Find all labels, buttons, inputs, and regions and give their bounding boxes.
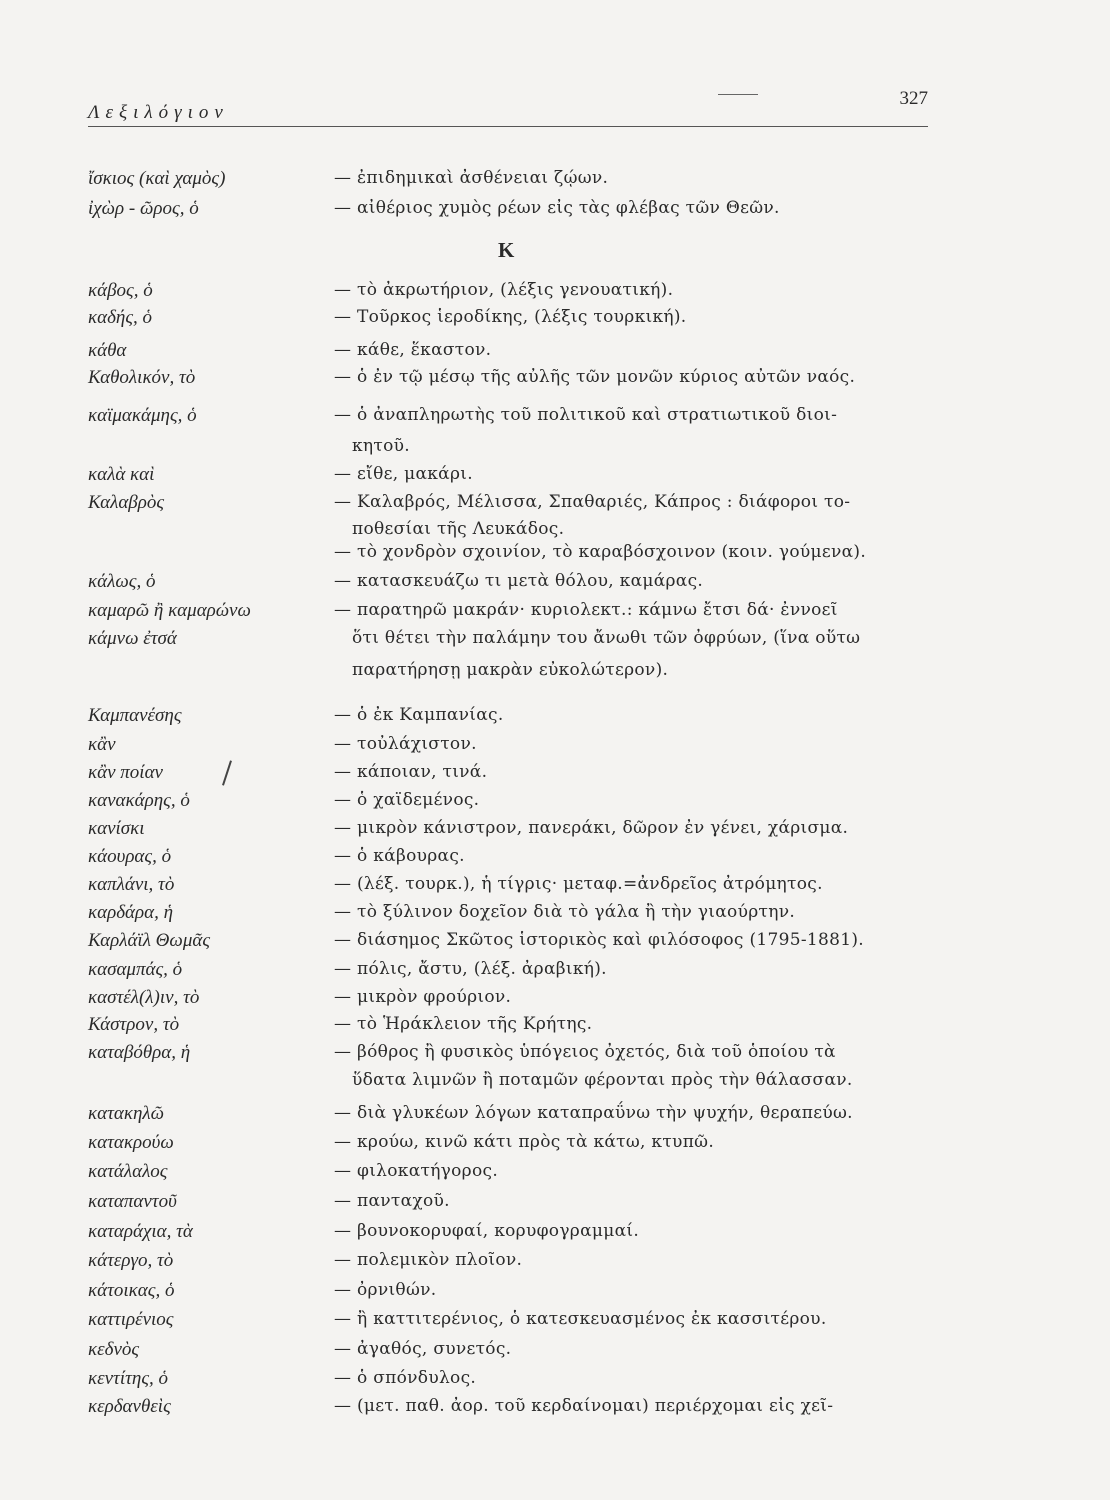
entry-definition: — πόλις, ἄστυ, (λέξ. ἀραβική). (334, 959, 607, 979)
entry-definition: — διὰ γλυκέων λόγων καταπραΰνω τὴν ψυχήν, θεραπεύω. (334, 1103, 853, 1123)
entry-definition: — εἴθε, μακάρι. (334, 464, 473, 484)
entry-definition: ποθεσίαι τῆς Λευκάδος. (352, 519, 565, 539)
glossary-entry (0, 987, 1110, 1017)
glossary-entry (0, 874, 1110, 904)
entry-term: κάλως, ὁ (88, 571, 156, 592)
entry-definition: — βόθρος ἢ φυσικὸς ὑπόγειος ὀχετός, διὰ τοῦ ὁποίου τὰ (334, 1042, 836, 1062)
entry-term: κατάλαλος (88, 1161, 168, 1182)
entry-definition: — Καλαβρός, Μέλισσα, Σπαθαριές, Κάπρος : διάφοροι το- (334, 492, 851, 512)
entry-definition: — μικρὸν φρούριον. (334, 987, 512, 1007)
glossary-entry (0, 492, 1110, 522)
entry-term: Καρλάϊλ Θωμᾶς (88, 930, 211, 951)
glossary-entry (0, 902, 1110, 932)
entry-definition: — αἰθέριος χυμὸς ρέων εἰς τὰς φλέβας τῶν Θεῶν. (334, 198, 780, 218)
entry-term: καταπαντοῦ (88, 1191, 177, 1212)
glossary-entry (0, 959, 1110, 989)
entry-definition: — βουνοκορυφαί, κορυφογραμμαί. (334, 1221, 640, 1241)
entry-term: καδής, ὁ (88, 307, 153, 328)
entry-term: κάτοικας, ὁ (88, 1280, 175, 1301)
entry-definition: — τὸ ἀκρωτήριον, (λέξις γενουατική). (334, 280, 674, 300)
entry-term: καπλάνι, τὸ (88, 874, 175, 895)
glossary-entry (0, 436, 1110, 466)
entry-definition: — κάποιαν, τινά. (334, 762, 488, 782)
section-letter: Κ (498, 238, 515, 262)
entry-definition: ὅτι θέτει τὴν παλάμην του ἄνωθι τῶν ὀφρύων, (ἵνα οὕτω (352, 628, 861, 648)
glossary-entry (0, 168, 1110, 198)
glossary-entry (0, 464, 1110, 494)
entry-term: καλὰ καὶ (88, 464, 155, 485)
entry-definition: — τὸ Ἡράκλειον τῆς Κρήτης. (334, 1014, 593, 1034)
entry-definition: — φιλοκατήγορος. (334, 1161, 499, 1181)
glossary-entry (0, 930, 1110, 960)
entry-term: κἂν (88, 734, 116, 755)
glossary-entry (0, 367, 1110, 397)
glossary-entry (0, 1221, 1110, 1251)
glossary-entry (0, 542, 1110, 572)
entry-definition: — μικρὸν κάνιστρον, πανεράκι, δῶρον ἐν γένει, χάρισμα. (334, 818, 849, 838)
glossary-entry (0, 600, 1110, 630)
entry-term: κεντίτης, ὁ (88, 1368, 169, 1389)
entry-definition: — παρατηρῶ μακράν· κυριολεκτ.: κάμνω ἔτσι δά· ἐννοεῖ (334, 600, 838, 620)
entry-definition: — ὁ σπόνδυλος. (334, 1368, 477, 1388)
entry-term: καϊμακάμης, ὁ (88, 405, 197, 426)
glossary-entry (0, 1191, 1110, 1221)
glossary-entry (0, 1368, 1110, 1398)
glossary-entry (0, 1132, 1110, 1162)
entry-definition: παρατήρησῃ μακρὰν εὐκολώτερον). (352, 660, 669, 680)
entry-definition: ὕδατα λιμνῶν ἢ ποταμῶν φέρονται πρὸς τὴν θάλασσαν. (352, 1070, 853, 1090)
entry-term: κασαμπάς, ὁ (88, 959, 183, 980)
entry-term: κανίσκι (88, 818, 145, 839)
entry-definition: — ὁ χαϊδεμένος. (334, 790, 480, 810)
entry-term: Καλαβρὸς (88, 492, 165, 513)
entry-definition: — κάθε, ἕκαστον. (334, 340, 492, 360)
entry-definition: — ὁ ἐκ Καμπανίας. (334, 705, 504, 725)
glossary-entry (0, 818, 1110, 848)
entry-term: κάθα (88, 340, 127, 361)
entry-definition: — ἐπιδημικαὶ ἀσθένειαι ζῴων. (334, 168, 609, 188)
entry-definition: — ὁ ἐν τῷ μέσῳ τῆς αὐλῆς τῶν μονῶν κύριος αὐτῶν ναός. (334, 367, 856, 387)
entry-definition: — ὀρνιθών. (334, 1280, 437, 1300)
glossary-entry (0, 628, 1110, 658)
entry-term: κατακρούω (88, 1132, 174, 1153)
glossary-entry (0, 1396, 1110, 1426)
entry-term: καστέλ(λ)ιν, τὸ (88, 987, 200, 1008)
entry-term: καμαρῶ ἢ καμαρώνω (88, 600, 251, 621)
glossary-entry (0, 1014, 1110, 1044)
entry-definition: — ἢ καττιτερένιος, ὁ κατεσκευασμένος ἐκ κασσιτέρου. (334, 1309, 827, 1329)
entry-term: καταράχια, τὰ (88, 1221, 193, 1242)
page-number: 327 (899, 88, 928, 109)
glossary-entry (0, 846, 1110, 876)
glossary-entry (0, 1280, 1110, 1310)
entry-term: κατακηλῶ (88, 1103, 165, 1124)
entry-term: Καθολικόν, τὸ (88, 367, 196, 388)
entry-definition: — τοὐλάχιστον. (334, 734, 477, 754)
glossary-entry (0, 198, 1110, 228)
entry-definition: — τὸ χονδρὸν σχοινίον, τὸ καραβόσχοινον (κοιν. γούμενα). (334, 542, 867, 562)
entry-definition: — Τοῦρκος ἱεροδίκης, (λέξις τουρκική). (334, 307, 687, 327)
glossary-entry (0, 280, 1110, 310)
glossary-entry (0, 705, 1110, 735)
glossary-entry (0, 1309, 1110, 1339)
entry-term: κανακάρης, ὁ (88, 790, 190, 811)
entry-definition: — (μετ. παθ. ἀορ. τοῦ κερδαίνομαι) περιέρχομαι εἰς χεῖ- (334, 1396, 834, 1416)
entry-term: κάτεργο, τὸ (88, 1250, 174, 1271)
glossary-entry (0, 571, 1110, 601)
glossary-entry (0, 1250, 1110, 1280)
entry-definition: κητοῦ. (352, 436, 410, 456)
entry-term: κἂν ποίαν (88, 762, 163, 783)
entry-term: κεδνὸς (88, 1339, 140, 1360)
entry-definition: — διάσημος Σκῶτος ἱστορικὸς καὶ φιλόσοφος (1795-1881). (334, 930, 865, 950)
entry-term: κερδανθεὶς (88, 1396, 171, 1417)
entry-definition: — ἀγαθός, συνετός. (334, 1339, 512, 1359)
glossary-entry (0, 405, 1110, 435)
entry-definition: — ὁ κάβουρας. (334, 846, 465, 866)
entry-definition: — τὸ ξύλινον δοχεῖον διὰ τὸ γάλα ἢ τὴν γιαούρτην. (334, 902, 796, 922)
entry-term: κάμνω ἐτσά (88, 628, 177, 649)
entry-term: καρδάρα, ἡ (88, 902, 174, 923)
entry-definition: — ὁ ἀναπληρωτὴς τοῦ πολιτικοῦ καὶ στρατιωτικοῦ διοι- (334, 405, 838, 425)
entry-term: κάβος, ὁ (88, 280, 153, 301)
entry-definition: — (λέξ. τουρκ.), ἡ τίγρις· μεταφ.=ἀνδρεῖος ἀτρόμητος. (334, 874, 823, 894)
entry-definition: — κατασκευάζω τι μετὰ θόλου, καμάρας. (334, 571, 704, 591)
glossary-entry (0, 1103, 1110, 1133)
entry-definition: — πανταχοῦ. (334, 1191, 450, 1211)
glossary-entry (0, 1042, 1110, 1072)
entry-term: Καμπανέσης (88, 705, 182, 726)
running-title: Λεξιλόγιον (88, 102, 229, 123)
glossary-entry (0, 307, 1110, 337)
entry-term: καταβόθρα, ἡ (88, 1042, 191, 1063)
entry-definition: — πολεμικὸν πλοῖον. (334, 1250, 523, 1270)
glossary-entry (0, 790, 1110, 820)
entry-term: Κάστρον, τὸ (88, 1014, 180, 1035)
glossary-entry (0, 734, 1110, 764)
entry-term: καττιρένιος (88, 1309, 174, 1330)
entry-definition: — κρούω, κινῶ κάτι πρὸς τὰ κάτω, κτυπῶ. (334, 1132, 715, 1152)
glossary-entry (0, 762, 1110, 792)
glossary-entry (0, 1339, 1110, 1369)
glossary-entry (0, 660, 1110, 690)
glossary-entry (0, 1161, 1110, 1191)
glossary-entry (0, 1070, 1110, 1100)
entry-term: κάουρας, ὁ (88, 846, 172, 867)
entry-term: ἴσκιος (καὶ χαμὸς) (88, 168, 226, 189)
glossary-entry (0, 340, 1110, 370)
entry-term: ἰχὼρ - ῶρος, ὁ (88, 198, 199, 219)
